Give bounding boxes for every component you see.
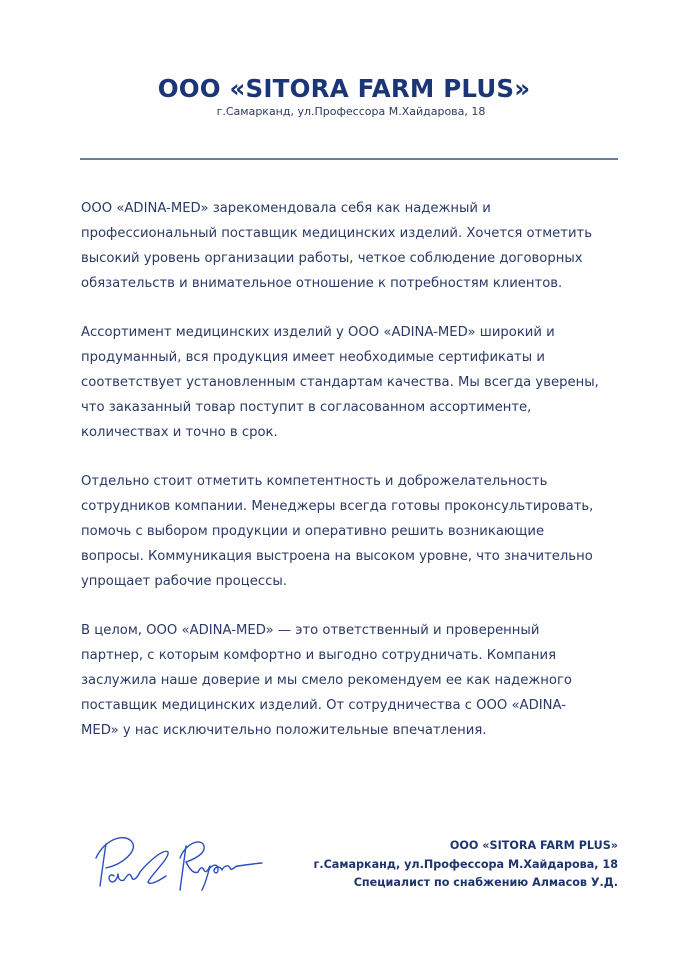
company-title: ООО «SITORA FARM PLUS» [157, 74, 531, 103]
paragraph-2 [81, 320, 626, 445]
text-line: MED» у нас исключительно положительные впечатления. [81, 723, 487, 738]
text-line: количествах и точно в срок. [81, 425, 278, 440]
text-line: заслужила наше доверие и мы смело рекомендуем ее как надежного [81, 673, 572, 688]
text-line: соответствует установленным стандартам качества. Мы всегда уверены, [81, 375, 599, 390]
company-address: г.Самарканд, ул.Профессора М.Хайдарова, 18 [216, 105, 486, 118]
paragraph-1 [81, 196, 626, 296]
text-line: вопросы. Коммуникация выстроена на высоком уровне, что значительно [81, 549, 593, 564]
signature-block [313, 837, 618, 893]
text-line: высокий уровень организации работы, четкое соблюдение договорных [81, 251, 583, 266]
text-line: продуманный, вся продукция имеет необходимые сертификаты и [81, 350, 545, 365]
paragraph-3 [81, 469, 626, 594]
text-line: обязательств и внимательное отношение к потребностям клиентов. [81, 276, 563, 291]
text-line: партнер, с которым комфортно и выгодно сотрудничать. Компания [81, 648, 557, 663]
header-divider [80, 158, 618, 160]
letter-body [81, 196, 626, 767]
footer-address: г.Самарканд, ул.Профессора М.Хайдарова, 18 [313, 857, 618, 871]
text-line: помочь с выбором продукции и оперативно решить возникающие [81, 524, 545, 539]
paragraph-4 [81, 618, 626, 743]
footer-signer: Специалист по снабжению Алмасов У.Д. [353, 876, 618, 889]
text-line: профессиональный поставщик медицинских изделий. Хочется отметить [81, 226, 592, 241]
text-line: сотрудников компании. Менеджеры всегда готовы проконсультировать, [81, 499, 594, 514]
text-line: что заказанный товар поступит в согласованном ассортименте, [81, 400, 532, 415]
text-line: ООО «ADINA-MED» зарекомендовала себя как надежный и [81, 201, 491, 216]
handwritten-signature [94, 828, 264, 894]
text-line: Ассортимент медицинских изделий у ООО «ADINA-MED» широкий и [81, 325, 555, 340]
text-line: поставщик медицинских изделий. От сотрудничества с ООО «ADINA- [81, 698, 566, 713]
text-line: упрощает рабочие процессы. [81, 574, 287, 589]
footer-company: ООО «SITORA FARM PLUS» [449, 839, 618, 852]
text-line: В целом, ООО «ADINA-MED» — это ответственный и проверенный [81, 623, 540, 638]
text-line: Отдельно стоит отметить компетентность и доброжелательность [81, 474, 548, 489]
